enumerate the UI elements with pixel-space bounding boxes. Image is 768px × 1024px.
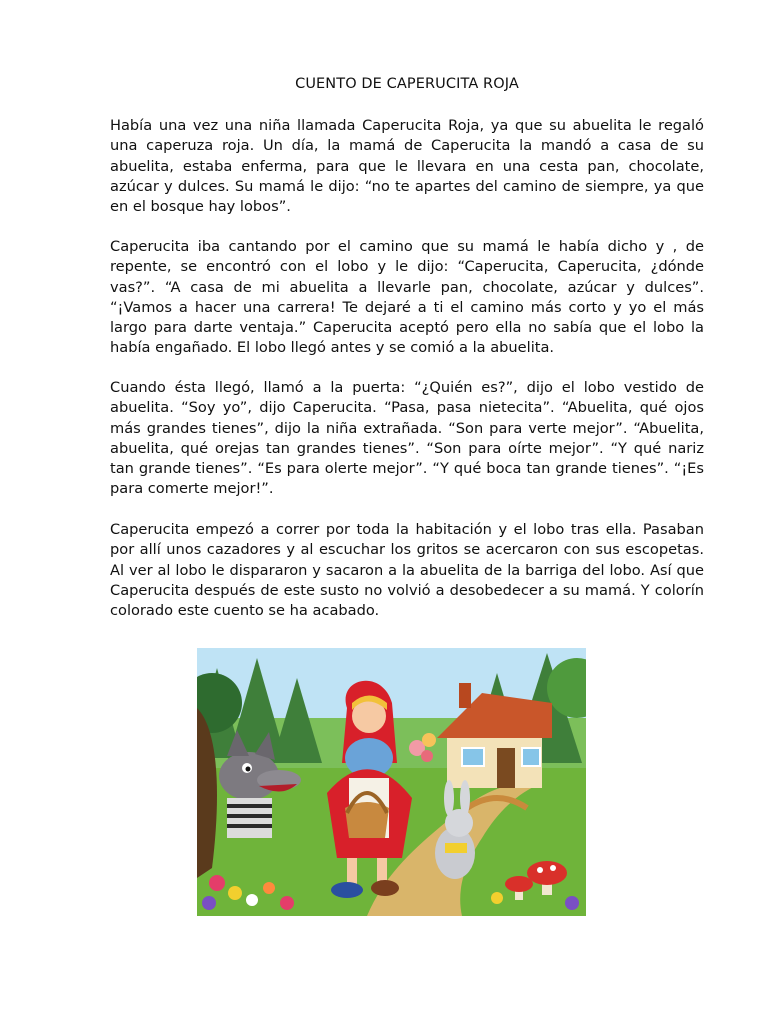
story-paragraph-2: Caperucita iba cantando por el camino que su mamá le había dicho y , de repente, se encontró con el lobo y le dijo: “Caperucita, Caperucita, ¿dónde vas?”. “A casa de mi abuelita a llevarle pan, chocolate, azúcar y dulces”. “¡Vamos a hacer una carrera! Te dejaré a ti el camino más corto y yo el más largo para darte ventaja.” Caperucita aceptó pero ella no sabía que el lobo la había engañado. El lobo llegó antes y se comió a la abuelita. — [110, 238, 704, 357]
story-paragraph-3: Cuando ésta llegó, llamó a la puerta: “¿Quién es?”, dijo el lobo vestido de abuelita. “Soy yo”, dijo Caperucita. “Pasa, pasa nietecita”. “Abuelita, qué ojos más grandes tienes”, dijo la niña extrañada. “Son para verte mejor”. “Abuelita, abuelita, qué orejas tan grandes tienes”. “Son para oírte mejor”. “Y qué nariz tan grande tienes”. “Es para olerte mejor”. “Y qué boca tan grande tienes”. “¡Es para comerte mejor!”. — [110, 379, 704, 498]
little-red-riding-hood-illustration — [197, 648, 586, 916]
story-title: CUENTO DE CAPERUCITA ROJA — [295, 76, 519, 92]
story-paragraph-1: Había una vez una niña llamada Caperucita Roja, ya que su abuelita le regaló una caperuza roja. Un día, la mamá de Caperucita la mandó a casa de su abuelita, estaba enferma, para que le llevara en una cesta pan, chocolate, azúcar y dulces. Su mamá le dijo: “no te apartes del camino de siempre, ya que en el bosque hay lobos”. — [110, 117, 704, 216]
story-paragraph-4: Caperucita empezó a correr por toda la habitación y el lobo tras ella. Pasaban por allí unos cazadores y al escuchar los gritos se acercaron con sus escopetas. Al ver al lobo le dispararon y sacaron a la abuelita de la barriga del lobo. Así que Caperucita después de este susto no volvió a desobedecer a su mamá. Y colorín colorado este cuento se ha acabado. — [110, 521, 704, 620]
